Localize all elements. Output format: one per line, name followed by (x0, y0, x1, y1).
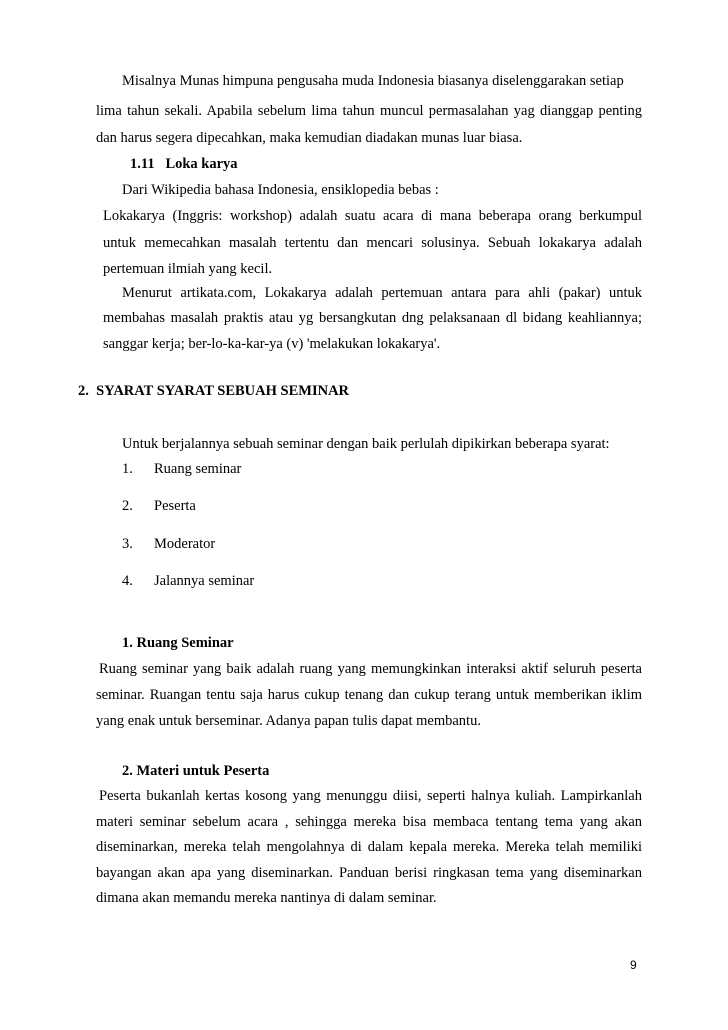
list-item: Moderator (154, 536, 216, 552)
list-item-number: 4. (122, 573, 133, 589)
paragraph-line: Untuk berjalannya sebuah seminar dengan baik perlulah dipikirkan beberapa syarat: (122, 436, 610, 452)
list-item: Peserta (154, 498, 196, 514)
section-heading: 2. SYARAT SYARAT SEBUAH SEMINAR (78, 383, 350, 399)
list-item-number: 3. (122, 536, 133, 552)
paragraph-line: membahas masalah praktis atau yg bersangkutan dng pelaksanaan dl bidang keahliannya; (103, 310, 642, 326)
subsection-heading: 1.11 Loka karya (130, 156, 238, 172)
paragraph-line: yang enak untuk berseminar. Adanya papan tulis dapat membantu. (96, 713, 481, 729)
list-item-number: 1. (122, 461, 133, 477)
paragraph-line: dimana akan memandu mereka nantinya di dalam seminar. (96, 890, 437, 906)
paragraph-line: lima tahun sekali. Apabila sebelum lima tahun muncul permasalahan yag dianggap penting (96, 103, 642, 119)
paragraph-line: Peserta bukanlah kertas kosong yang menunggu diisi, seperti halnya kuliah. Lampirkanlah (99, 788, 642, 804)
paragraph-line: seminar. Ruangan tentu saja harus cukup tenang dan cukup terang untuk memberikan iklim (96, 687, 642, 703)
paragraph-line: pertemuan ilmiah yang kecil. (103, 261, 273, 277)
subsection-heading: 2. Materi untuk Peserta (122, 763, 270, 779)
paragraph-line: Menurut artikata.com, Lokakarya adalah pertemuan antara para ahli (pakar) untuk (122, 285, 642, 301)
paragraph-line: untuk memecahkan masalah tertentu dan mencari solusinya. Sebuah lokakarya adalah (103, 235, 642, 251)
page-number: 9 (630, 958, 637, 972)
list-item-number: 2. (122, 498, 133, 514)
paragraph-line: sanggar kerja; ber-lo-ka-kar-ya (v) 'melakukan lokakarya'. (103, 336, 441, 352)
list-item: Jalannya seminar (154, 573, 255, 589)
list-item: Ruang seminar (154, 461, 242, 477)
paragraph-line: dan harus segera dipecahkan, maka kemudian diadakan munas luar biasa. (96, 130, 523, 146)
paragraph-line: materi seminar sebelum acara , sehingga mereka bisa membaca tentang tema yang akan (96, 814, 642, 830)
paragraph-line: bayangan akan apa yang diseminarkan. Panduan berisi ringkasan tema yang diseminarkan (96, 865, 642, 881)
paragraph-line: Lokakarya (Inggris: workshop) adalah suatu acara di mana beberapa orang berkumpul (103, 208, 642, 224)
paragraph-line: diseminarkan, mereka telah mengolahnya di dalam kepala mereka. Mereka telah memiliki (96, 839, 642, 855)
paragraph-line: Misalnya Munas himpuna pengusaha muda Indonesia biasanya diselenggarakan setiap (122, 73, 624, 89)
paragraph-line: Ruang seminar yang baik adalah ruang yang memungkinkan interaksi aktif seluruh peserta (99, 661, 642, 677)
paragraph-line: Dari Wikipedia bahasa Indonesia, ensiklopedia bebas : (122, 182, 439, 198)
subsection-heading: 1. Ruang Seminar (122, 635, 234, 651)
